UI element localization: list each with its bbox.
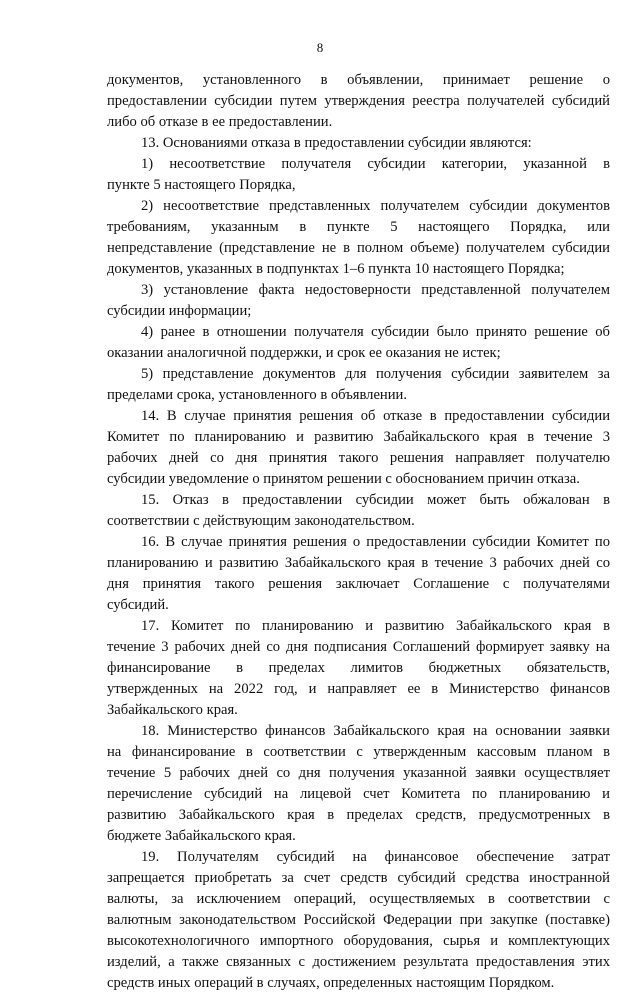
text-line: 16. В случае принятия решения о предоставлении субсидии Комитет по <box>141 534 610 550</box>
text-line: течение 3 рабочих дней со дня подписания Соглашений формирует заявку на <box>107 639 610 655</box>
document-body <box>107 70 610 994</box>
text-line: средств иных операций в случаях, определенных настоящим Порядком. <box>107 975 555 991</box>
text-line: предоставлении субсидии путем утверждения реестра получателей субсидий <box>107 93 610 109</box>
text-line: Забайкальского края. <box>107 702 238 718</box>
text-line: 5) представление документов для получения субсидии заявителем за <box>141 366 610 382</box>
text-line: пределами срока, установленного в объявлении. <box>107 387 408 403</box>
text-line: соответствии с действующим законодательством. <box>107 513 415 529</box>
text-line: 14. В случае принятия решения об отказе в предоставлении субсидии <box>141 408 610 424</box>
text-line: утвержденных на 2022 год, и направляет ее в Министерство финансов <box>107 681 610 697</box>
text-line: документов, указанных в подпунктах 1–6 пункта 10 настоящего Порядка; <box>107 261 565 277</box>
text-line: запрещается приобретать за счет средств субсидий средства иностранной <box>107 870 610 886</box>
text-line: финансирование в пределах лимитов бюджетных обязательств, <box>107 660 610 676</box>
text-line: требованиям, указанным в пункте 5 настоящего Порядка, или <box>107 219 610 235</box>
text-line: 13. Основаниями отказа в предоставлении субсидии являются: <box>141 135 532 151</box>
text-line: 15. Отказ в предоставлении субсидии может быть обжалован в <box>141 492 610 508</box>
text-line: субсидии информации; <box>107 303 252 319</box>
text-line: 1) несоответствие получателя субсидии категории, указанной в <box>141 156 610 172</box>
page-number: 8 <box>316 40 324 55</box>
text-line: непредставление (представление не в полном объеме) получателем субсидии <box>107 240 610 256</box>
text-line: субсидии уведомление о принятом решении с обоснованием причин отказа. <box>107 471 580 487</box>
text-line: развитию Забайкальского края в пределах средств, предусмотренных в <box>107 807 610 823</box>
text-line: 19. Получателям субсидий на финансовое обеспечение затрат <box>141 849 610 865</box>
text-line: 3) установление факта недостоверности представленной получателем <box>141 282 610 298</box>
text-line: дня принятия такого решения заключает Соглашение с получателями <box>107 576 610 592</box>
text-line: на финансирование в соответствии с утвержденным кассовым планом в <box>107 744 610 760</box>
text-line: перечисление субсидий на лицевой счет Комитета по планированию и <box>107 786 610 802</box>
text-line: 18. Министерство финансов Забайкальского края на основании заявки <box>141 723 610 739</box>
text-line: пункте 5 настоящего Порядка, <box>107 177 296 193</box>
text-line: бюджете Забайкальского края. <box>107 828 296 844</box>
text-line: 4) ранее в отношении получателя субсидии было принято решение об <box>141 324 610 340</box>
text-line: 17. Комитет по планированию и развитию Забайкальского края в <box>141 618 610 634</box>
text-line: планированию и развитию Забайкальского края в течение 3 рабочих дней со <box>107 555 610 571</box>
text-line: течение 5 рабочих дней со дня получения указанной заявки осуществляет <box>107 765 610 781</box>
text-line: высокотехнологичного импортного оборудования, сырья и комплектующих <box>107 933 610 949</box>
text-line: документов, установленного в объявлении, принимает решение о <box>107 72 610 88</box>
text-line: либо об отказе в ее предоставлении. <box>107 114 333 130</box>
text-line: изделий, а также связанных с достижением результата предоставления этих <box>107 954 610 970</box>
text-line: субсидий. <box>107 597 169 613</box>
text-line: рабочих дней со дня принятия такого решения направляет получателю <box>107 450 610 466</box>
text-line: валюты, за исключением операций, осуществляемых в соответствии с <box>107 891 610 907</box>
text-line: валютным законодательством Российской Федерации при закупке (поставке) <box>107 912 610 928</box>
text-line: Комитет по планированию и развитию Забайкальского края в течение 3 <box>107 429 610 445</box>
text-line: оказании аналогичной поддержки, и срок ее оказания не истек; <box>107 345 501 361</box>
text-line: 2) несоответствие представленных получателем субсидии документов <box>141 198 610 214</box>
